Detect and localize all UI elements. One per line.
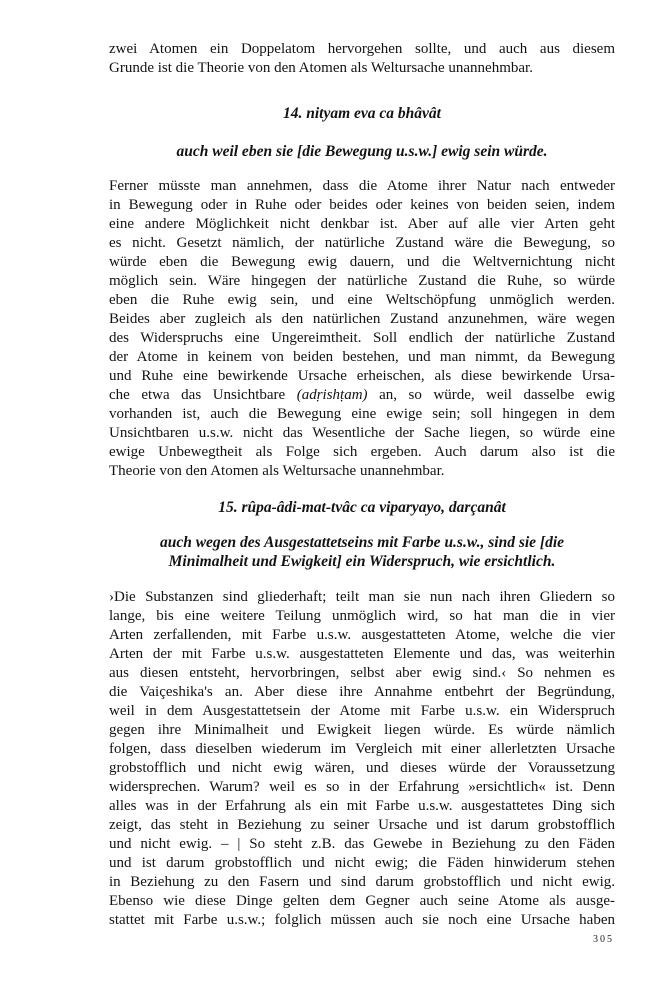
body-line: vorhanden ist, auch die Bewegung eine ewige sein; soll hingegen in dem [109,406,615,422]
body-line: Theorie von den Atomen als Weltursache unannehmbar. [109,463,445,479]
section-subheading [109,142,615,161]
body-line: und ist darum grobstofflich und nicht ewig; die Fäden hinwiderum stehen [109,855,615,871]
paragraph [109,588,615,930]
body-line: zwei Atomen ein Doppelatom hervorgehen sollte, und auch aus diesem [109,41,615,57]
section-heading: 14. nityam eva ca bhâvât [283,105,441,122]
body-line: Ebenso wie diese Dinge gelten dem Gegner auch seine Atome als ausge- [109,893,615,909]
body-line: es nicht. Gesetzt nämlich, der natürliche Zustand wäre die Bewegung, so [109,235,615,251]
body-line: ewige Unbewegtheit als Folge sich ergeben. Auch darum also ist die [109,444,615,460]
body-line: widersprechen. Warum? weil es so in der Erfahrung »ersichtlich« ist. Denn [109,779,615,795]
body-line: gegen ihre Minimalheit und Ewigkeit liegen würde. Es würde nämlich [109,722,615,738]
body-line: Beides aber zugleich als den natürlichen Zustand anzunehmen, wäre wegen [109,311,615,327]
subheading-line: auch weil eben sie [die Bewegung u.s.w.] ewig sein würde. [176,143,548,160]
body-line: der Atome in keinem von beiden bestehen, und man nimmt, da Bewegung [109,349,615,365]
body-line: che etwa das Unsichtbare (adṛishṭam) an, so würde, weil dasselbe ewig [109,387,616,403]
body-line: Grunde ist die Theorie von den Atomen als Weltursache unannehmbar. [109,60,533,76]
section-heading: 15. rûpa-âdi-mat-tvâc ca viparyayo, darçanât [218,499,506,516]
body-line: Arten zerfallenden, mit Farbe u.s.w. ausgestatteten Atome, welche die vier [109,627,615,643]
body-line: in Bewegung oder in Ruhe oder beides oder keines von beiden seien, indem [109,197,615,213]
body-line: Arten der mit Farbe u.s.w. ausgestatteten Elemente und das, was weiterhin [109,646,615,662]
body-line: des Widerspruchs eine Ungereimtheit. Soll endlich der natürliche Zustand [109,330,615,346]
body-line: zeigt, das steht in Beziehung zu seiner Ursache und ist darum grobstofflich [109,817,615,833]
page-number: 305 [593,934,614,945]
body-line: in Beziehung zu den Fasern und sind darum grobstofflich und nicht ewig. [109,874,615,890]
body-line: weil in dem Ausgestattetsein der Atome mit Farbe u.s.w. ein Widerspruch [109,703,615,719]
text-column [109,40,615,930]
body-line: würde eben die Bewegung ewig dauern, und die Weltvernichtung nicht [109,254,615,270]
body-line: eben die Ruhe ewig sein, und eine Weltschöpfung unmöglich werden. [109,292,615,308]
body-line: die Vaiçeshika's an. Aber diese ihre Annahme entbehrt der Begründung, [109,684,615,700]
body-line: und nicht ewig. – | So steht z.B. das Gewebe in Beziehung zu den Fäden [109,836,615,852]
body-line: stattet mit Farbe u.s.w.; folglich müssen auch sie noch eine Ursache haben [109,912,615,928]
subheading-line: Minimalheit und Ewigkeit] ein Widerspruch, wie ersichtlich. [168,553,556,570]
body-line: aus diesen entsteht, hervorbringen, selbst aber ewig sind.‹ So nehmen es [109,665,615,681]
body-line: möglich sein. Wäre hingegen der natürliche Zustand die Ruhe, so würde [109,273,615,289]
body-line: alles was in der Erfahrung als ein mit Farbe u.s.w. ausgestattetes Ding sich [109,798,615,814]
italic-term: (adṛishṭam) [296,387,368,403]
subheading-line: auch wegen des Ausgestattetseins mit Farbe u.s.w., sind sie [die [159,534,565,551]
paragraph [109,40,615,78]
body-line: eine andere Möglichkeit nicht denkbar ist. Aber auf alle vier Arten geht [109,216,615,232]
body-line: ›Die Substanzen sind gliederhaft; teilt man sie nun nach ihren Gliedern so [109,589,615,605]
paragraph [109,177,615,481]
body-line: folgen, dass dieselben wiederum im Vergleich mit einer allerletzten Ursache [109,741,615,757]
body-line: lange, bis eine weitere Teilung unmöglich wird, so hat man die in vier [109,608,615,624]
body-line: Unsichtbaren u.s.w. nicht das Wesentliche der Sache liegen, so würde eine [109,425,615,441]
body-line: und Ruhe eine bewirkende Ursache erheischen, als diese bewirkende Ursa- [109,368,615,384]
body-line: grobstofflich und nicht ewig wären, und dieses würde der Voraussetzung [109,760,615,776]
body-line: Ferner müsste man annehmen, dass die Atome ihrer Natur nach entweder [109,178,615,194]
section-subheading [109,533,615,571]
